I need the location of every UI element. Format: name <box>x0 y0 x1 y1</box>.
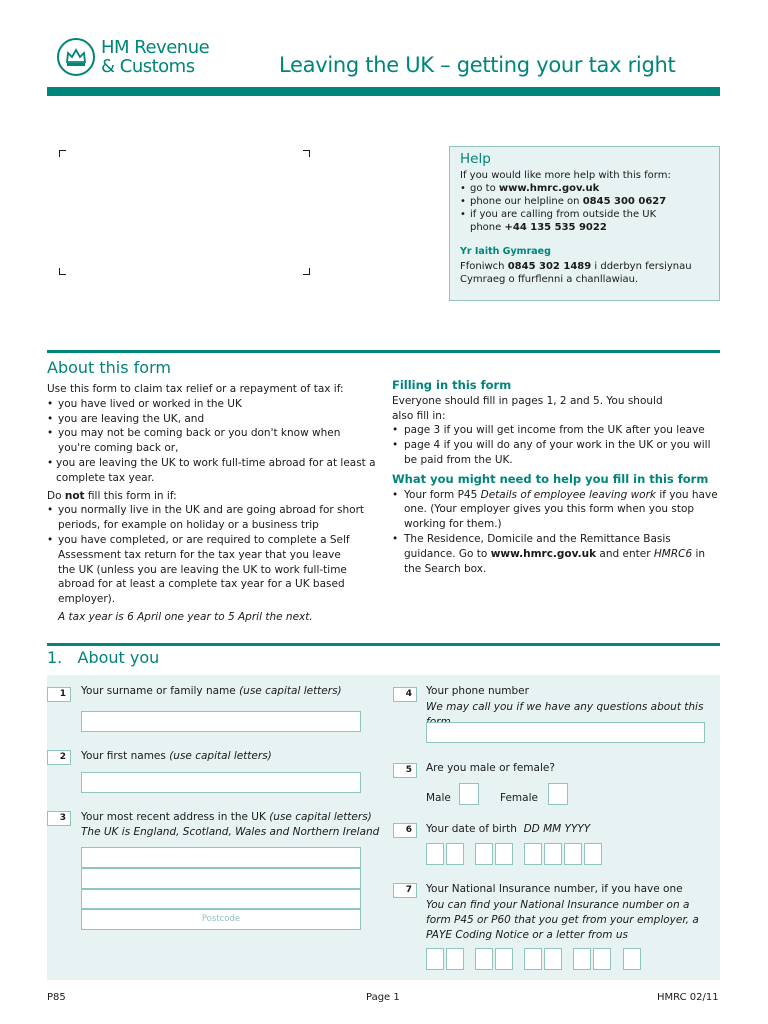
address-line2-input[interactable] <box>81 868 361 889</box>
q3-number: 3 <box>47 811 71 826</box>
p45-prefix: Your form P45 <box>404 488 481 501</box>
header-rule <box>47 87 720 96</box>
female-label: Female <box>500 792 538 804</box>
welsh-line2: Cymraeg o ffurflenni a chanllawiau. <box>460 274 639 285</box>
address-line1-input[interactable] <box>81 847 361 868</box>
dob-year-digit-3[interactable] <box>564 843 582 865</box>
page-title: Leaving the UK – getting your tax right <box>279 53 676 77</box>
q6-hint: DD MM YYYY <box>523 823 591 835</box>
q5-label: Are you male or female? <box>426 762 555 774</box>
q6-label <box>426 822 590 837</box>
p45-suffix: if you have one. (Your employer gives you this form when you stop working for them.) <box>404 488 718 531</box>
q1-label <box>81 684 342 699</box>
help-intro: If you would like more help with this form: <box>460 170 671 181</box>
about-title: About this form <box>47 358 171 377</box>
about-left-column <box>47 382 377 625</box>
filling-item: • page 4 if you will do any of your work in the UK or you will be paid from the UK. <box>392 438 724 468</box>
section-rule-about <box>47 350 720 353</box>
section-rule-about-you <box>47 643 720 646</box>
filling-intro: Everyone should fill in pages 1, 2 and 5. You should also fill in: <box>392 394 663 422</box>
dob-month-digit-2[interactable] <box>495 843 513 865</box>
help-phone-number: 0845 300 0627 <box>582 196 667 207</box>
dob-year-digit-1[interactable] <box>524 843 542 865</box>
ni-char-7[interactable] <box>573 948 591 970</box>
help-phone-item <box>460 195 709 208</box>
q4-number: 4 <box>393 687 417 702</box>
welsh-prefix: Ffoniwch <box>460 261 508 272</box>
guidance-prefix: The Residence, Domicile and the Remittance Basis guidance. Go to <box>404 532 671 560</box>
ni-char-9[interactable] <box>623 948 641 970</box>
ni-char-8[interactable] <box>593 948 611 970</box>
ni-char-5[interactable] <box>524 948 542 970</box>
address-corner-top-left <box>59 150 66 157</box>
address-corner-top-right <box>303 150 310 157</box>
address-corner-bottom-right <box>303 268 310 275</box>
first-names-input[interactable] <box>81 772 361 793</box>
male-checkbox[interactable] <box>459 783 479 805</box>
crown-crest-icon <box>57 38 95 76</box>
guidance-website-link[interactable]: www.hmrc.gov.uk <box>490 547 597 560</box>
help-outside-item <box>460 208 709 234</box>
not-suffix: fill this form in if: <box>84 489 177 502</box>
ni-char-1[interactable] <box>426 948 444 970</box>
not-item: • you have completed, or are required to complete a Self Assessment tax return for the tax year that you leave the UK (unless you are leaving the UK to work full-time abroad for at least a complete tax year for a UK based employer). <box>47 533 352 607</box>
filling-title: Filling in this form <box>392 378 512 392</box>
help-phone-text: phone our helpline on <box>470 196 583 207</box>
q3-hint: (use capital letters) <box>269 811 372 823</box>
welsh-suffix: i dderbyn fersiynau <box>591 261 692 272</box>
not-item: • you normally live in the UK and are going abroad for short periods, for example on holiday or a business trip <box>47 503 367 533</box>
footer-version: HMRC 02/11 <box>657 992 719 1003</box>
address-corner-bottom-left <box>59 268 66 275</box>
guidance-code: HMRC6 <box>653 547 693 560</box>
ni-char-2[interactable] <box>446 948 464 970</box>
postcode-input[interactable]: Postcode <box>81 909 361 930</box>
filling-item: • page 3 if you will get income from the UK after you leave <box>392 423 724 438</box>
q3-label-text: Your most recent address in the UK <box>81 811 270 823</box>
welsh-line1 <box>460 260 709 273</box>
help-box <box>449 146 720 301</box>
help-outside-phone: +44 135 535 9022 <box>504 222 607 233</box>
claim-item: • you are leaving the UK, and <box>47 412 377 427</box>
help-title: Help <box>460 151 491 167</box>
footer-form-code: P85 <box>47 992 66 1003</box>
dob-year-digit-2[interactable] <box>544 843 562 865</box>
q2-label <box>81 749 272 764</box>
phone-input[interactable] <box>426 722 705 743</box>
not-word: not <box>64 489 85 502</box>
welsh-title: Yr Iaith Gymraeg <box>460 246 551 257</box>
q7-note: You can find your National Insurance number on a form P45 or P60 that you get from your employer, a PAYE Coding Notice or a letter from us <box>426 899 699 941</box>
not-fill-intro <box>47 489 377 504</box>
q2-hint: (use capital letters) <box>169 750 272 762</box>
address-line3-input[interactable] <box>81 889 361 909</box>
not-prefix: Do <box>47 489 65 502</box>
about-right-column <box>392 378 724 576</box>
dob-day-digit-1[interactable] <box>426 843 444 865</box>
q2-label-text: Your first names <box>81 750 170 762</box>
surname-input[interactable] <box>81 711 361 732</box>
dob-day-digit-2[interactable] <box>446 843 464 865</box>
q7-number: 7 <box>393 883 417 898</box>
ni-char-6[interactable] <box>544 948 562 970</box>
about-intro: Use this form to claim tax relief or a repayment of tax if: <box>47 383 344 395</box>
dob-year-digit-4[interactable] <box>584 843 602 865</box>
q6-number: 6 <box>393 823 417 838</box>
guidance-mid: and enter <box>596 547 654 560</box>
help-website-link[interactable]: www.hmrc.gov.uk <box>498 183 600 194</box>
help-outside-text: • if you are calling from outside the UK <box>470 209 657 220</box>
section1-title: 1. About you <box>47 648 160 667</box>
help-go-to-text: go to <box>470 183 499 194</box>
logo-text <box>101 38 209 76</box>
logo-line1: HM Revenue <box>101 37 210 58</box>
q4-note: We may call you if we have any questions about this <box>426 701 704 713</box>
claim-item: • you may not be coming back or you don't know when you're coming back or, <box>47 426 347 456</box>
help-website-item <box>460 182 709 195</box>
hmrc-logo <box>57 38 209 76</box>
q2-number: 2 <box>47 750 71 765</box>
need-title: What you might need to help you fill in this form <box>392 471 709 486</box>
p45-title: Details of employee leaving work <box>480 488 656 501</box>
need-item-p45 <box>392 488 724 532</box>
guidance-suffix: in the Search box. <box>404 547 706 575</box>
q4-label: Your phone number <box>426 685 529 697</box>
help-outside-prefix: phone <box>470 222 505 233</box>
q5-number: 5 <box>393 763 417 778</box>
ni-char-4[interactable] <box>495 948 513 970</box>
claim-item: • you have lived or worked in the UK <box>47 397 377 412</box>
about-you-form <box>47 675 720 980</box>
ni-char-3[interactable] <box>475 948 493 970</box>
footer-page-number: Page 1 <box>366 992 400 1003</box>
q3-note: The UK is England, Scotland, Wales and Northern Ireland <box>81 826 380 838</box>
q6-label-text: Your date of birth <box>426 823 524 835</box>
male-label: Male <box>426 792 451 804</box>
need-item-guidance <box>392 532 724 576</box>
tax-year-note: A tax year is 6 April one year to 5 April the next. <box>58 610 313 623</box>
dob-month-digit-1[interactable] <box>475 843 493 865</box>
q3-label <box>81 810 372 825</box>
logo-line2: & Customs <box>101 56 195 77</box>
welsh-phone: 0845 302 1489 <box>507 261 592 272</box>
claim-item: • you are leaving the UK to work full-time abroad for at least a complete tax year. <box>47 456 377 486</box>
q1-number: 1 <box>47 687 71 702</box>
q1-label-text: Your surname or family name <box>81 685 240 697</box>
q1-hint: (use capital letters) <box>239 685 342 697</box>
q7-label: Your National Insurance number, if you have one <box>426 883 683 895</box>
female-checkbox[interactable] <box>548 783 568 805</box>
